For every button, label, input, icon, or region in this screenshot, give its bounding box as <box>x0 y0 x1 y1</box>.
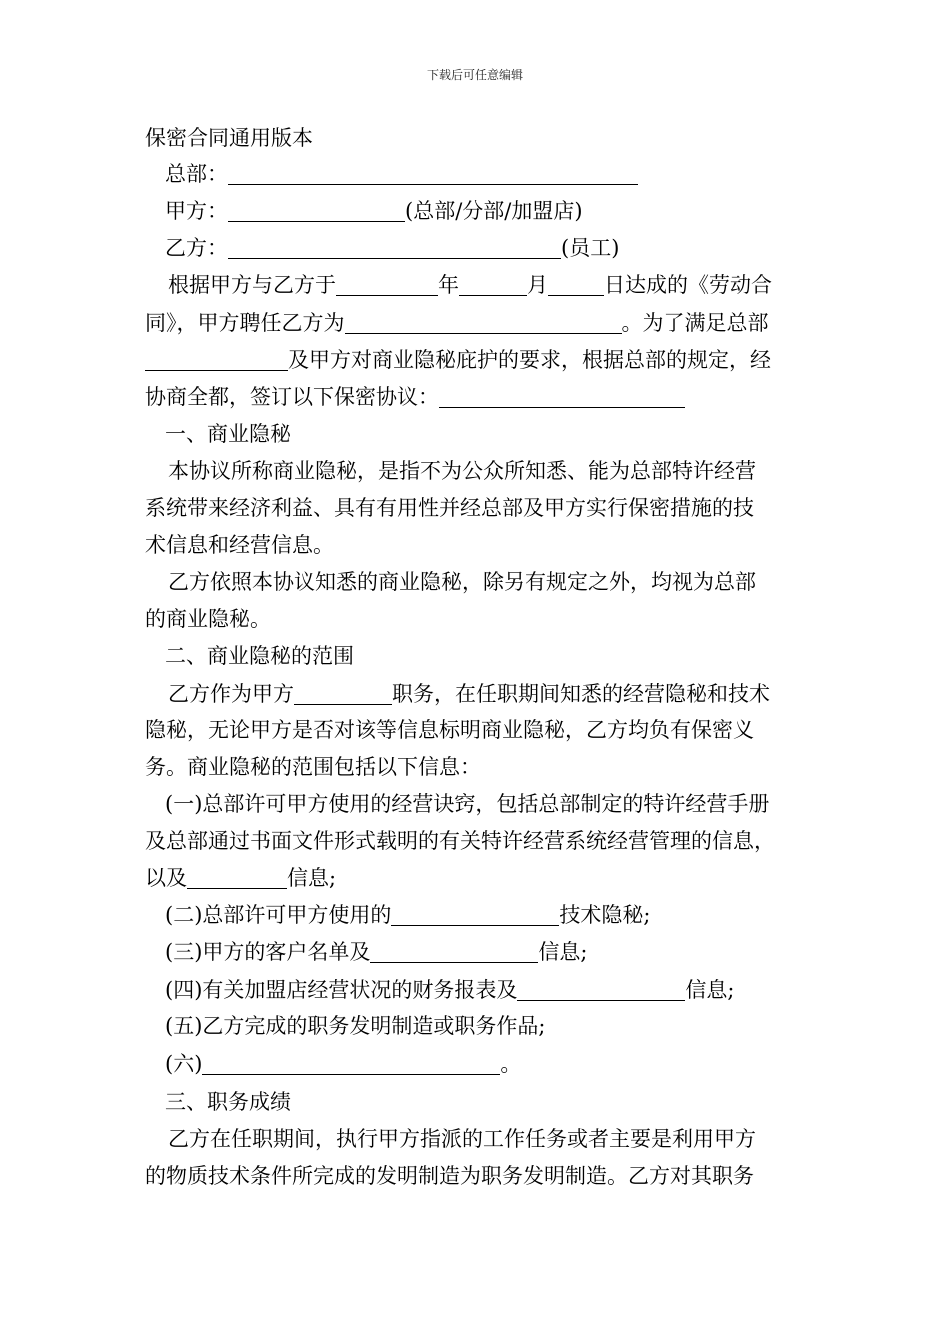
party-a-label: 甲方： <box>165 199 228 223</box>
client-info-blank[interactable] <box>370 941 538 963</box>
intro-text: 年 <box>438 273 459 297</box>
intro-text: 月 <box>527 273 548 297</box>
paragraph-line: 隐秘，无论甲方是否对该等信息标明商业隐秘，乙方均负有保密义 <box>145 718 754 742</box>
party-b-field <box>165 237 845 259</box>
hq-blank[interactable] <box>228 163 638 185</box>
list-text: 信息; <box>287 866 337 890</box>
list-item-3 <box>145 941 845 963</box>
document-title: 保密合同通用版本 <box>145 126 313 150</box>
paragraph-line: 本协议所称商业隐秘，是指不为公众所知悉、能为总部特许经营 <box>168 459 756 483</box>
info-blank[interactable] <box>187 867 287 889</box>
date-day-blank[interactable] <box>548 274 604 296</box>
list-text: 信息; <box>685 978 735 1002</box>
paragraph-line <box>145 683 848 705</box>
intro-text: 日达成的《劳动合 <box>604 273 772 297</box>
agreement-blank[interactable] <box>439 386 685 408</box>
party-a-blank[interactable] <box>228 200 405 222</box>
list-text: 信息; <box>538 940 588 964</box>
list-text: (二)总部许可甲方使用的 <box>165 903 392 927</box>
tech-secret-blank[interactable] <box>391 904 559 926</box>
finance-info-blank[interactable] <box>517 979 685 1001</box>
list-item-1: (一)总部许可甲方使用的经营诀窍，包括总部制定的特许经营手册 <box>165 792 770 816</box>
list-item-2 <box>145 904 845 926</box>
intro-line-4 <box>145 386 825 408</box>
intro-text: 同》，甲方聘任乙方为 <box>145 311 345 335</box>
list-item-4 <box>145 979 845 1001</box>
party-b-suffix: (员工) <box>561 236 620 260</box>
intro-text: 根据甲方与乙方于 <box>168 273 336 297</box>
list-text: (三)甲方的客户名单及 <box>165 940 371 964</box>
list-text: (四)有关加盟店经营状况的财务报表及 <box>165 978 518 1002</box>
paragraph-line: 术信息和经营信息。 <box>145 533 334 557</box>
other-item-blank[interactable] <box>202 1053 500 1075</box>
intro-line-2 <box>145 312 825 334</box>
list-item-1-cont <box>145 867 825 889</box>
hq-label: 总部： <box>165 162 228 186</box>
job-title-blank[interactable] <box>294 683 392 705</box>
page-header: 下载后可任意编辑 <box>426 68 523 82</box>
list-text: (六) <box>165 1052 203 1076</box>
paragraph-line: 的物质技术条件所完成的发明制造为职务发明制造。乙方对其职务 <box>145 1164 754 1188</box>
list-text: 。 <box>500 1052 522 1076</box>
intro-line-3 <box>145 349 825 371</box>
list-item-1-cont: 及总部通过书面文件形式载明的有关特许经营系统经营管理的信息， <box>145 829 775 853</box>
date-year-blank[interactable] <box>336 274 438 296</box>
intro-text: 。为了满足总部 <box>621 311 769 335</box>
list-text: 以及 <box>145 866 187 890</box>
hq-field <box>165 163 845 185</box>
paragraph-line: 系统带来经济利益、具有有用性并经总部及甲方实行保密措施的技 <box>145 496 754 520</box>
section-3-heading: 三、职务成绩 <box>165 1090 291 1114</box>
paragraph-text: 乙方作为甲方 <box>168 682 294 706</box>
date-month-blank[interactable] <box>459 274 527 296</box>
section-1-heading: 一、商业隐秘 <box>165 422 291 446</box>
paragraph-line: 的商业隐秘。 <box>145 607 271 631</box>
list-item-6 <box>145 1053 845 1075</box>
list-text: 技术隐秘; <box>559 903 651 927</box>
party-b-label: 乙方： <box>165 236 228 260</box>
intro-text: 协商全都，签订以下保密协议： <box>145 385 439 409</box>
section-2-heading: 二、商业隐秘的范围 <box>165 644 354 668</box>
paragraph-line: 乙方依照本协议知悉的商业隐秘，除另有规定之外，均视为总部 <box>168 570 756 594</box>
position-blank[interactable] <box>345 312 622 334</box>
list-item-5: (五)乙方完成的职务发明制造或职务作品; <box>165 1014 546 1038</box>
hq-name-blank[interactable] <box>145 349 288 371</box>
party-a-suffix: (总部/分部/加盟店) <box>405 199 583 223</box>
party-b-blank[interactable] <box>228 237 561 259</box>
paragraph-line: 务。商业隐秘的范围包括以下信息： <box>145 755 481 779</box>
party-a-field <box>165 200 845 222</box>
intro-text: 及甲方对商业隐秘庇护的要求，根据总部的规定，经 <box>288 348 771 372</box>
paragraph-line: 乙方在任职期间，执行甲方指派的工作任务或者主要是利用甲方 <box>168 1127 756 1151</box>
intro-line-1 <box>145 274 848 296</box>
paragraph-text: 职务，在任职期间知悉的经营隐秘和技术 <box>392 682 770 706</box>
